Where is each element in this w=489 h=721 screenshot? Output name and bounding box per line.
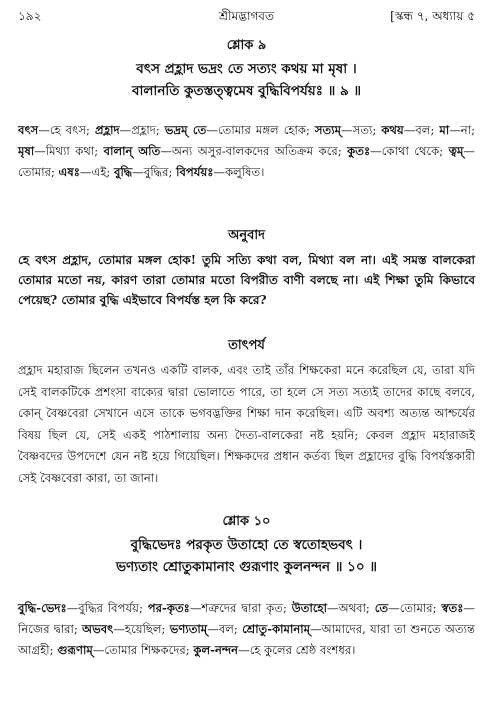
synonym-meaning: —বল; bbox=[207, 622, 243, 636]
synonym-word: ভণ্যতাম্‌ bbox=[169, 622, 208, 636]
synonym-word: বিপর্যয়ঃ bbox=[176, 165, 214, 179]
book-title: শ্রীমদ্ভাগবত bbox=[218, 9, 274, 23]
verse-10-line-1: বুদ্ধিভেদঃ পরকৃত উতাহো তে স্বতোহভবৎ । bbox=[130, 537, 363, 553]
synonym-word: কথয় bbox=[381, 123, 404, 137]
synonym-meaning: —শত্রুদের দ্বারা কৃত; bbox=[189, 601, 292, 615]
synonym-meaning: —তোমার শিক্ষকদের; bbox=[92, 643, 194, 657]
synonym-word: তে bbox=[374, 601, 389, 615]
synonym-meaning: —কলুষিত। bbox=[213, 165, 265, 179]
synonym-meaning: —অন্য অসুর-বালকদের অতিক্রম করে; bbox=[160, 144, 348, 158]
verse-9-synonyms bbox=[18, 120, 475, 183]
synonym-word: প্রহ্লাদ bbox=[94, 123, 120, 137]
translation-heading: অনুবাদ bbox=[228, 228, 265, 243]
verse-9-heading: শ্লোক ৯ bbox=[226, 38, 267, 53]
page-number: ১৯২ bbox=[18, 9, 42, 23]
synonym-word: বুদ্ধি-ভেদঃ bbox=[18, 601, 67, 615]
synonym-meaning: —নিজের দ্বারা; bbox=[18, 601, 475, 636]
synonym-word: ত্বম্‌ bbox=[448, 144, 464, 158]
purport-text: প্রহ্লাদ মহারাজ ছিলেন তখনও একটি বালক, এবং তাই তাঁর শিক্ষকেরা মনে করেছিল যে, তারা যদি সেই বালকটিকে প্রশংসা বাক্যের দ্বারা ভোলাতে পারে, তা হলে সে সত্য সত্যই তাদের কাছে বলবে, কোন্‌ বৈষ্ণবেরা সেখানে এসে তাকে ভগবদ্ভক্তির শিক্ষা দান করেছিল। এটি অবশ্য অত্যন্ত আশ্চর্যের বিষয় ছিল যে, সেই একই পাঠশালায় অন্য দৈত্য-বালকেরা নষ্ট হয়নি; কেবল প্রহ্লাদ মহারাজই বৈষ্ণবদের উপদেশে যেন নষ্ট হয়ে গিয়েছিল। শিক্ষকদের প্রধান কর্তব্য ছিল প্রহ্লাদের বুদ্ধি বিপর্যস্তকারী সেই বৈষ্ণবেরা কারা, তা জানা। bbox=[18, 363, 475, 485]
synonym-meaning: —না; bbox=[449, 123, 475, 137]
synonym-meaning: —বুদ্ধির; bbox=[132, 165, 177, 179]
synonym-word: স্বতঃ bbox=[441, 601, 464, 615]
translation-text: হে বৎস প্রহ্লাদ, তোমার মঙ্গল হোক! তুমি সত্যি কথা বল, মিথ্যা বল না। এই সমস্ত বালকেরা তোমার মতো নয়, কারণ তারা তোমার মতো বিপরীত বাণী বলছে না। এই শিক্ষা তুমি কিভাবে পেয়েছ? তোমার বুদ্ধি এইভাবে বিপর্যস্ত হল কি করে? bbox=[18, 253, 475, 307]
synonym-word: মা bbox=[439, 123, 450, 137]
synonym-meaning: —সত্য; bbox=[341, 123, 382, 137]
synonym-meaning: —তোমার মঙ্গল হোক; bbox=[206, 123, 315, 137]
synonym-meaning: —কোথা থেকে; bbox=[370, 144, 449, 158]
synonym-word: কুতঃ bbox=[347, 144, 371, 158]
synonym-meaning: —এই; bbox=[79, 165, 114, 179]
synonym-word: মৃষা bbox=[18, 144, 35, 158]
page-header bbox=[18, 6, 475, 26]
synonym-word: অভবৎ bbox=[82, 622, 114, 636]
verse-9-text bbox=[18, 58, 475, 102]
verse-10-heading: শ্লোক ১০ bbox=[222, 514, 271, 529]
verse-10-synonyms bbox=[18, 598, 475, 661]
synonym-word: বৎস bbox=[18, 123, 39, 137]
verse-9-line-2: বালানতি কুতস্তত্ত্বমেষ বুদ্ধিবিপর্যয়ঃ ॥ ৯ ॥ bbox=[131, 83, 362, 99]
verse-10-line-2: ভণ্যতাং শ্রোতুকামানাং গুরূণাং কুলনন্দন ॥ ১০ ॥ bbox=[115, 559, 378, 575]
synonym-word: শ্রোতু-কামানাম্‌ bbox=[242, 622, 311, 636]
synonym-word: বালান্‌ অতি bbox=[103, 144, 161, 158]
synonym-word: এষঃ bbox=[58, 165, 80, 179]
synonym-meaning: —মিথ্যা কথা; bbox=[34, 144, 104, 158]
synonym-meaning: —অথবা; bbox=[326, 601, 375, 615]
synonym-word: সত্যম্‌ bbox=[314, 123, 342, 137]
synonym-word: উতাহো bbox=[291, 601, 327, 615]
synonym-word: বুদ্ধি bbox=[114, 165, 133, 179]
synonym-meaning: —হে বৎস; bbox=[38, 123, 95, 137]
synonym-meaning: —আমাদের, যারা তা শুনতে অত্যন্ত আগ্রহী; bbox=[18, 622, 475, 657]
synonym-meaning: —বল; bbox=[403, 123, 440, 137]
synonym-word: পর-কৃতঃ bbox=[147, 601, 190, 615]
synonym-meaning: —হে কুলের শ্রেষ্ঠ বংশধর। bbox=[238, 643, 356, 657]
verse-10-text bbox=[18, 534, 475, 578]
synonym-word: কুল-নন্দন bbox=[193, 643, 239, 657]
synonym-meaning: —প্রহ্লাদ; bbox=[119, 123, 165, 137]
synonym-word: ভদ্রম্‌ তে bbox=[164, 123, 207, 137]
synonym-meaning: —হয়েছিল; bbox=[113, 622, 170, 636]
verse-9-line-1: বৎস প্রহ্লাদ ভদ্রং তে সত্যং কথয় মা মৃষা । bbox=[136, 61, 357, 77]
purport-heading: তাৎপর্য bbox=[228, 338, 265, 353]
synonym-meaning: —তোমার; bbox=[18, 144, 475, 179]
section-label: [স্কন্ধ ৭, অধ্যায় ৫ bbox=[390, 9, 475, 23]
synonym-word: গুরূণাম্‌ bbox=[57, 643, 93, 657]
synonym-meaning: —বুদ্ধির বিপর্যয়; bbox=[66, 601, 148, 615]
synonym-meaning: —তোমার; bbox=[388, 601, 442, 615]
